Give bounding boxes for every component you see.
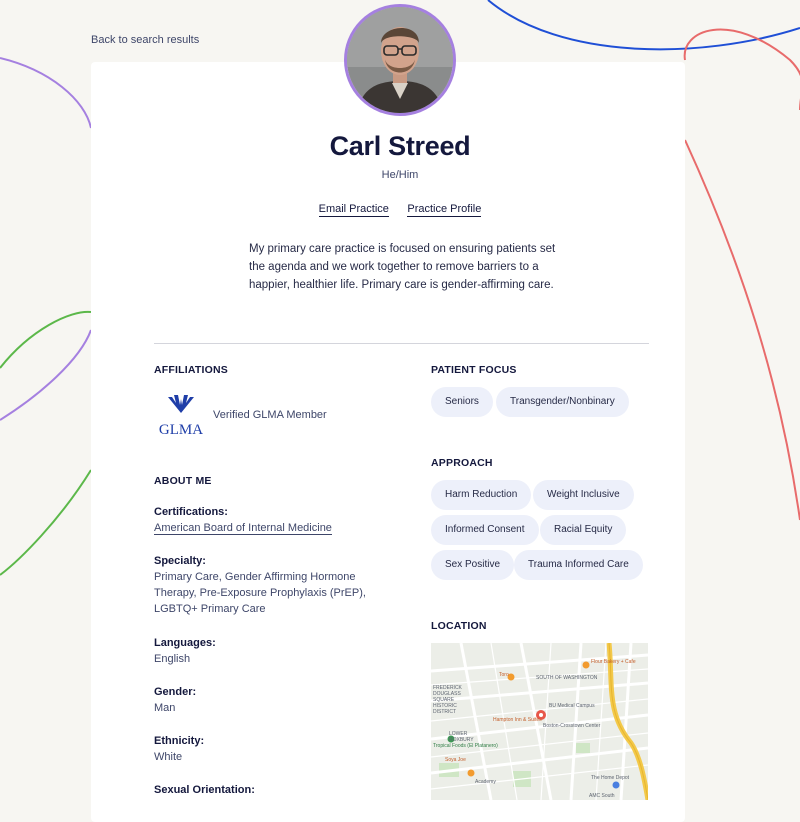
map-label: The Home Depot xyxy=(591,775,630,781)
glma-logo xyxy=(154,393,208,437)
ethnicity-value: White xyxy=(154,751,183,763)
patient-focus-heading: PATIENT FOCUS xyxy=(431,364,517,376)
tag-pill: Trauma Informed Care xyxy=(514,550,643,580)
certifications-label: Certifications: xyxy=(154,506,228,518)
tag-pill: Informed Consent xyxy=(431,515,539,545)
certification-link[interactable]: American Board of Internal Medicine xyxy=(154,522,332,534)
map-label: Soya Joe xyxy=(445,757,466,763)
tag-pill: Weight Inclusive xyxy=(533,480,634,510)
map-label: AMC South xyxy=(589,793,615,799)
sexual-orientation-label: Sexual Orientation: xyxy=(154,784,255,796)
practice-profile-link[interactable]: Practice Profile xyxy=(407,203,482,215)
map-label: DISTRICT xyxy=(433,709,457,715)
map-label: Boston-Crosstown Center xyxy=(543,723,601,729)
location-heading: LOCATION xyxy=(431,620,487,632)
map-label: ROXBURY xyxy=(449,737,474,743)
map-label: Hampton Inn & Suites xyxy=(493,717,542,723)
map-label: DOUGLASS xyxy=(433,691,461,697)
tag-pill: Racial Equity xyxy=(540,515,626,545)
email-practice-link[interactable]: Email Practice xyxy=(318,203,389,215)
affiliations-heading: AFFILIATIONS xyxy=(154,364,228,376)
glma-logo-text: GLMA xyxy=(158,422,204,437)
map-label: SQUARE xyxy=(433,697,455,703)
section-divider xyxy=(154,343,649,344)
tag-pill: Seniors xyxy=(431,387,493,417)
about-heading: ABOUT ME xyxy=(154,475,212,487)
gender-value: Man xyxy=(154,702,176,714)
map-label: HISTORIC xyxy=(433,703,457,709)
pronouns: He/Him xyxy=(381,169,419,181)
map-label: LOWER xyxy=(449,731,468,737)
languages-label: Languages: xyxy=(154,637,216,649)
specialty-label: Specialty: xyxy=(154,555,206,567)
gender-label: Gender: xyxy=(154,686,197,698)
tag-pill: Harm Reduction xyxy=(431,480,531,510)
map-label: FREDERICK xyxy=(433,685,462,691)
tag-pill: Transgender/Nonbinary xyxy=(496,387,629,417)
map-label: BU Medical Campus xyxy=(549,703,595,709)
back-to-results-link[interactable]: Back to search results xyxy=(91,34,200,46)
map-label: Flour Bakery + Cafe xyxy=(591,659,636,665)
ethnicity-label: Ethnicity: xyxy=(154,735,205,747)
languages-value: English xyxy=(154,653,191,665)
approach-heading: APPROACH xyxy=(431,457,493,469)
avatar xyxy=(344,4,456,116)
specialty-value: Primary Care, Gender Affirming Hormone Therapy, Pre-Exposure Prophylaxis (PrEP), LGBTQ+ Primary Care xyxy=(154,571,366,615)
map-label: Toro xyxy=(499,672,509,678)
tag-pill: Sex Positive xyxy=(431,550,514,580)
map-label: SOUTH OF WASHINGTON xyxy=(536,675,598,681)
provider-name: Carl Streed xyxy=(329,131,471,161)
map-label: Academy xyxy=(475,779,496,785)
map-label: Tropical Foods (El Platanero) xyxy=(433,743,498,749)
contact-links xyxy=(0,199,800,217)
verified-member-label: Verified GLMA Member xyxy=(213,409,327,421)
location-map[interactable] xyxy=(431,643,648,800)
avatar-photo xyxy=(347,7,453,113)
bio: My primary care practice is focused on ensuring patients set the agenda and we work together to remove barriers to a happier, healthier life. Primary care is gender-affirming care. xyxy=(249,243,556,291)
map-graphic xyxy=(431,643,648,800)
